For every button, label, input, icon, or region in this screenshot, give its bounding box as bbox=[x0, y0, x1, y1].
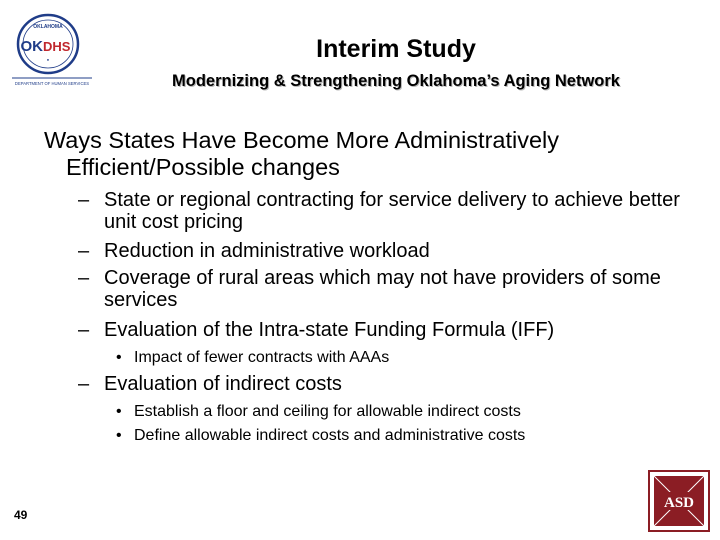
sub-list-item-text: Establish a floor and ceiling for allowable indirect costs bbox=[134, 403, 521, 420]
sub-list-item bbox=[116, 402, 696, 422]
dot-bullet: • bbox=[116, 403, 122, 420]
list-item-text: Evaluation of indirect costs bbox=[104, 373, 342, 395]
list-item-text: Reduction in administrative workload bbox=[104, 240, 430, 262]
okdhs-logo-dhs: DHS bbox=[43, 39, 71, 54]
dot-bullet: • bbox=[116, 349, 122, 366]
list-item-text: State or regional contracting for service delivery to achieve better unit cost pricing bbox=[104, 189, 680, 233]
list-item bbox=[78, 319, 698, 341]
list-item bbox=[78, 373, 698, 395]
asd-logo-text: ASD bbox=[663, 495, 695, 511]
okdhs-logo-ok: OK bbox=[20, 38, 43, 55]
list-item-text: Coverage of rural areas which may not have providers of some services bbox=[104, 267, 661, 311]
list-item bbox=[78, 267, 698, 311]
main-heading-line2: Efficient/Possible changes bbox=[66, 154, 340, 180]
slide-subtitle: Modernizing & Strengthening Oklahoma’s Aging Network bbox=[172, 72, 620, 90]
dash-bullet: – bbox=[78, 319, 90, 341]
dot-bullet: • bbox=[116, 427, 122, 444]
okdhs-logo-top-text: OKLAHOMA bbox=[33, 24, 63, 30]
dash-bullet: – bbox=[78, 240, 90, 262]
dash-bullet: – bbox=[78, 189, 90, 211]
dash-bullet: – bbox=[78, 267, 90, 289]
sub-list-item bbox=[116, 426, 696, 446]
page-number: 49 bbox=[14, 508, 28, 522]
list-item-text: Evaluation of the Intra-state Funding Formula (IFF) bbox=[104, 319, 555, 341]
main-heading-line1: Ways States Have Become More Administratively bbox=[44, 127, 560, 153]
okdhs-logo-bottom-text: DEPARTMENT OF HUMAN SERVICES bbox=[14, 81, 90, 86]
dash-bullet: – bbox=[78, 373, 90, 395]
list-item bbox=[78, 189, 698, 233]
list-item bbox=[78, 240, 698, 262]
okdhs-logo-small-text: ● bbox=[46, 57, 50, 62]
slide-title: Interim Study bbox=[316, 35, 476, 63]
asd-logo bbox=[648, 470, 710, 532]
main-heading bbox=[44, 127, 684, 181]
sub-list-item bbox=[116, 348, 696, 368]
sub-list-item-text: Impact of fewer contracts with AAAs bbox=[134, 349, 390, 366]
sub-list-item-text: Define allowable indirect costs and administrative costs bbox=[134, 427, 526, 444]
